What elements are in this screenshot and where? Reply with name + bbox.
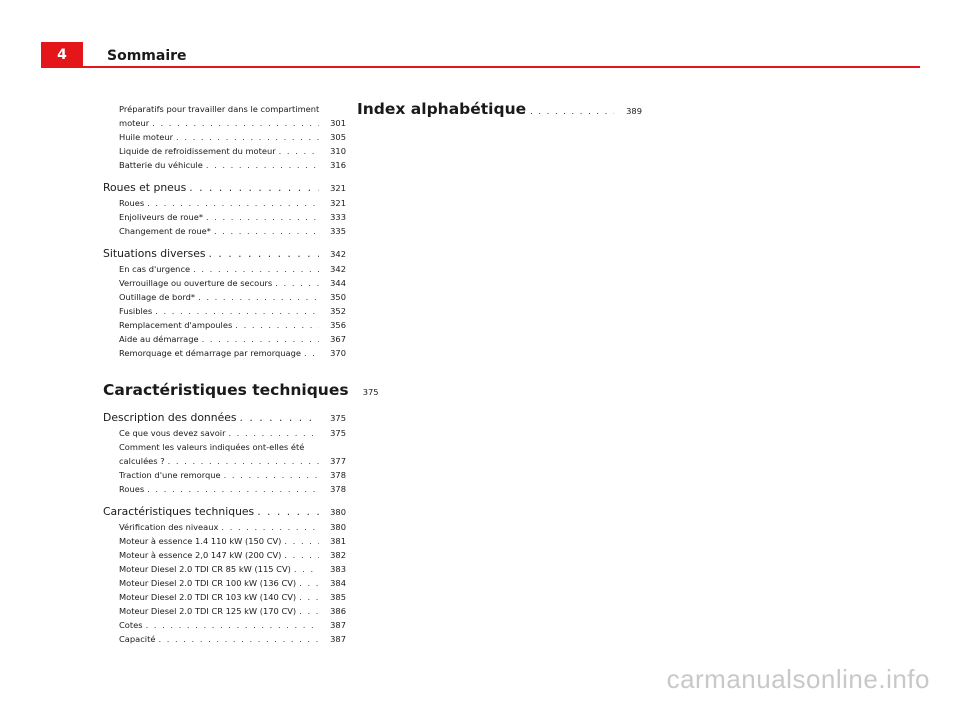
dot-leader [152, 116, 319, 130]
toc-left-column [103, 102, 379, 646]
toc-entry-title: calculées ? [119, 456, 165, 466]
toc-entry-title: Batterie du véhicule [119, 160, 203, 170]
dot-leader [299, 590, 319, 604]
dot-leader [304, 346, 319, 360]
toc-entry-title: Moteur à essence 2,0 147 kW (200 CV) [119, 550, 282, 560]
toc-entry-sub[interactable] [103, 196, 346, 210]
toc-entry-title: Moteur Diesel 2.0 TDI CR 85 kW (115 CV) [119, 564, 291, 574]
toc-page-number: 335 [330, 226, 346, 236]
dot-leader [275, 276, 319, 290]
toc-entry-sub[interactable] [103, 130, 346, 144]
toc-entry-title: Cotes [119, 620, 143, 630]
toc-page-number: 375 [330, 428, 346, 438]
toc-page-number: 381 [330, 536, 346, 546]
toc-page-number: 342 [330, 264, 346, 274]
toc-entry-title: Capacité [119, 634, 156, 644]
dot-leader [221, 520, 319, 534]
toc-entry-sub[interactable] [103, 290, 346, 304]
toc-entry-sub[interactable] [103, 548, 346, 562]
toc-entry-chap[interactable] [357, 99, 642, 121]
dot-leader [224, 468, 319, 482]
toc-entry-sub[interactable] [103, 520, 346, 534]
dot-leader [206, 158, 319, 172]
toc-entry-title: Traction d'une remorque [119, 470, 221, 480]
toc-entry-sub[interactable] [103, 318, 346, 332]
toc-page-number: 356 [330, 320, 346, 330]
toc-page-number: 383 [330, 564, 346, 574]
toc-page-number: 367 [330, 334, 346, 344]
dot-leader [198, 290, 319, 304]
dot-leader [257, 504, 319, 520]
dot-leader [147, 482, 319, 496]
dot-leader [294, 562, 319, 576]
toc-entry-sub[interactable] [103, 482, 346, 496]
toc-entry-title: Moteur Diesel 2.0 TDI CR 100 kW (136 CV) [119, 578, 297, 588]
toc-entry-sub[interactable] [103, 426, 346, 440]
toc-page-number: 382 [330, 550, 346, 560]
toc-entry-sub[interactable] [103, 534, 346, 548]
dot-leader [299, 604, 319, 618]
toc-page-number: 370 [330, 348, 346, 358]
toc-entry-sub[interactable] [103, 102, 346, 130]
toc-page-number: 375 [362, 387, 379, 397]
toc-entry-title: Enjoliveurs de roue* [119, 212, 203, 222]
dot-leader [189, 180, 319, 196]
toc-entry-title: Verrouillage ou ouverture de secours [119, 278, 273, 288]
toc-right-column [357, 99, 642, 125]
header-divider [41, 66, 920, 68]
toc-entry-title: Index alphabétique [357, 100, 527, 118]
toc-entry-title: Huile moteur [119, 132, 174, 142]
page-number: 4 [57, 47, 67, 63]
dot-leader [299, 576, 319, 590]
toc-page-number: 387 [330, 634, 346, 644]
toc-entry-title: Roues [119, 484, 145, 494]
dot-leader [202, 332, 319, 346]
toc-entry-title: Moteur à essence 1.4 110 kW (150 CV) [119, 536, 282, 546]
toc-entry-title: Ce que vous devez savoir [119, 428, 226, 438]
toc-page-number: 386 [330, 606, 346, 616]
dot-leader [193, 262, 319, 276]
toc-page-number: 316 [330, 160, 346, 170]
toc-page-number: 384 [330, 578, 346, 588]
toc-entry-sub[interactable] [103, 158, 346, 172]
dot-leader [176, 130, 319, 144]
toc-entry-title-line: Comment les valeurs indiquées ont-elles été [119, 442, 305, 452]
toc-entry-title: Outillage de bord* [119, 292, 196, 302]
toc-page-number: 321 [330, 198, 346, 208]
toc-entry-sub[interactable] [103, 262, 346, 276]
toc-entry-title: moteur [119, 118, 150, 128]
dot-leader [214, 224, 319, 238]
toc-entry-title: Remplacement d'ampoules [119, 320, 233, 330]
toc-entry-title: Caractéristiques techniques [103, 505, 255, 518]
dot-leader [284, 548, 319, 562]
dot-leader [284, 534, 319, 548]
dot-leader [229, 426, 320, 440]
toc-entry-sub[interactable] [103, 576, 346, 590]
toc-entry-sec[interactable] [103, 246, 346, 262]
dot-leader [155, 304, 319, 318]
toc-page-number: 344 [330, 278, 346, 288]
toc-page-number: 301 [330, 118, 346, 128]
toc-page-number: 380 [330, 522, 346, 532]
toc-entry-chap[interactable] [103, 380, 379, 402]
toc-page-number: 310 [330, 146, 346, 156]
toc-page-number: 333 [330, 212, 346, 222]
toc-page-number: 350 [330, 292, 346, 302]
dot-leader [235, 318, 319, 332]
toc-page-number: 378 [330, 470, 346, 480]
toc-entry-sub[interactable] [103, 210, 346, 224]
toc-entry-sub[interactable] [103, 590, 346, 604]
toc-entry-sub[interactable] [103, 224, 346, 238]
toc-entry-title-line: Préparatifs pour travailler dans le compartiment [119, 104, 320, 114]
toc-entry-sub[interactable] [103, 468, 346, 482]
dot-leader [530, 101, 614, 121]
toc-entry-sub[interactable] [103, 144, 346, 158]
toc-entry-sub[interactable] [103, 562, 346, 576]
toc-page-number: 352 [330, 306, 346, 316]
toc-entry-sub[interactable] [103, 604, 346, 618]
dot-leader [240, 410, 319, 426]
toc-page-number: 321 [330, 183, 346, 193]
toc-entry-sub[interactable] [103, 304, 346, 318]
toc-entry-title: Changement de roue* [119, 226, 211, 236]
page-number-tab [41, 42, 83, 68]
toc-entry-sub[interactable] [103, 618, 346, 632]
toc-page-number: 377 [330, 456, 346, 466]
dot-leader [279, 144, 319, 158]
toc-entry-sub[interactable] [103, 332, 346, 346]
toc-entry-sub[interactable] [103, 346, 346, 360]
toc-entry-title: Roues et pneus [103, 181, 187, 194]
toc-entry-title: Roues [119, 198, 145, 208]
dot-leader [158, 632, 319, 646]
toc-entry-title: En cas d'urgence [119, 264, 191, 274]
toc-entry-title: Aide au démarrage [119, 334, 199, 344]
watermark: carmanualsonline.info [666, 664, 930, 694]
toc-entry-sub[interactable] [103, 632, 346, 646]
toc-page-number: 387 [330, 620, 346, 630]
toc-entry-title: Situations diverses [103, 247, 206, 260]
toc-page-number: 380 [330, 507, 346, 517]
dot-leader [168, 454, 319, 468]
page-title: Sommaire [107, 48, 187, 64]
toc-page-number: 305 [330, 132, 346, 142]
toc-page-number: 342 [330, 249, 346, 259]
toc-page-number: 385 [330, 592, 346, 602]
toc-entry-title: Moteur Diesel 2.0 TDI CR 125 kW (170 CV) [119, 606, 297, 616]
toc-entry-sub[interactable] [103, 440, 346, 468]
toc-entry-title: Remorquage et démarrage par remorquage [119, 348, 301, 358]
toc-entry-title: Caractéristiques techniques [103, 381, 349, 399]
toc-entry-title: Description des données [103, 411, 237, 424]
toc-entry-sec[interactable] [103, 180, 346, 196]
toc-entry-sub[interactable] [103, 276, 346, 290]
toc-page-number: 378 [330, 484, 346, 494]
dot-leader [146, 618, 319, 632]
dot-leader [147, 196, 319, 210]
toc-entry-sec[interactable] [103, 504, 346, 520]
dot-leader [206, 210, 319, 224]
toc-entry-title: Fusibles [119, 306, 153, 316]
toc-entry-title: Vérification des niveaux [119, 522, 219, 532]
toc-entry-title: Liquide de refroidissement du moteur [119, 146, 276, 156]
toc-page-number: 375 [330, 413, 346, 423]
dot-leader [209, 246, 319, 262]
toc-entry-sec[interactable] [103, 410, 346, 426]
toc-page-number: 389 [626, 106, 642, 116]
toc-entry-title: Moteur Diesel 2.0 TDI CR 103 kW (140 CV) [119, 592, 297, 602]
